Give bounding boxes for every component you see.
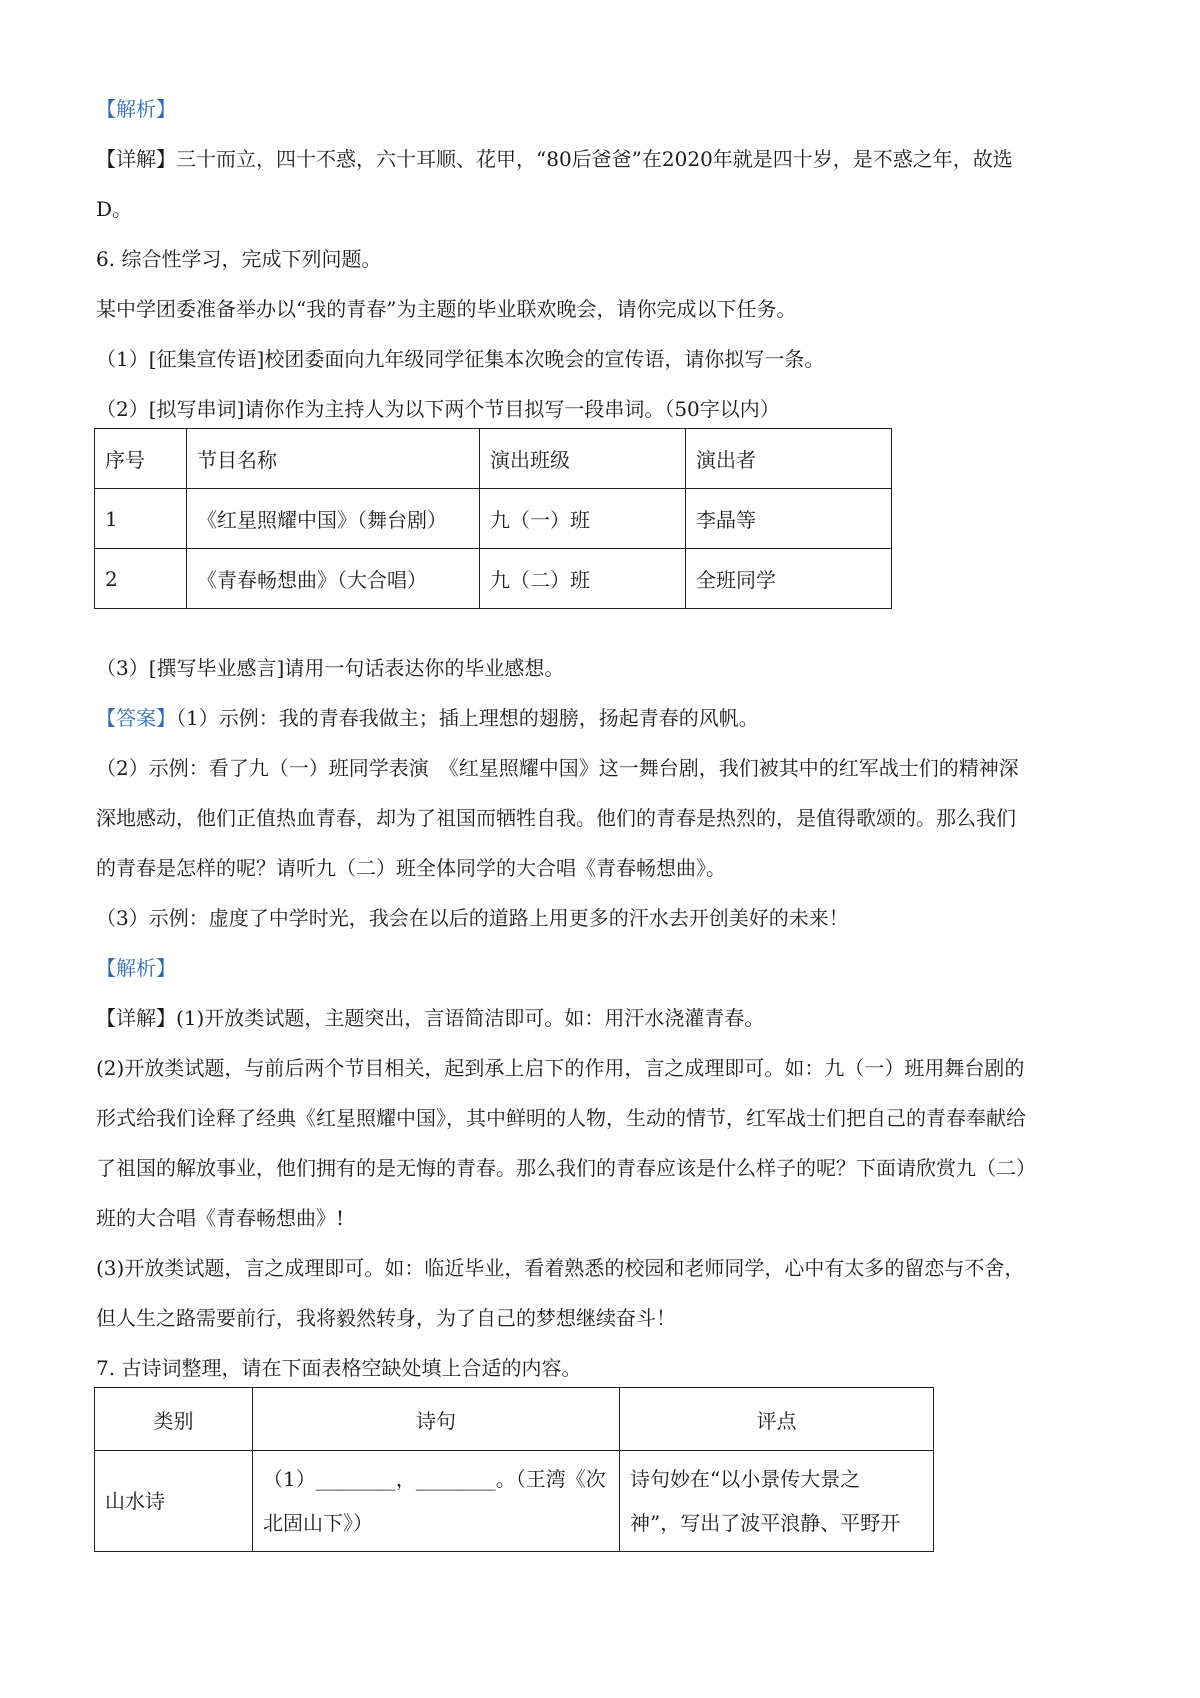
table-cell: 《红星照耀中国》（舞台剧） — [187, 489, 480, 549]
answer-line-3: （3）示例：虚度了中学时光，我会在以后的道路上用更多的汗水去开创美好的未来！ — [96, 906, 849, 930]
document-page — [96, 96, 1106, 1552]
comment-line: 诗句妙在“以小景传大景之 — [630, 1467, 861, 1491]
table-header-cell: 类别 — [95, 1388, 253, 1451]
poem-line: （1）________，________。（王湾《次 — [263, 1467, 606, 1491]
detail-line-3: (3)开放类试题，言之成理即可。如：临近毕业，看着熟悉的校园和老师同学，心中有太多的留恋与不舍， — [96, 1256, 1025, 1280]
answer-line-1 — [96, 705, 1106, 731]
table-row — [95, 489, 892, 549]
detail-line-1 — [96, 1005, 1106, 1031]
table-cell-comment — [620, 1451, 934, 1552]
table-header-cell: 演出者 — [686, 429, 892, 489]
table-cell: 全班同学 — [686, 549, 892, 609]
answer-label: 【答案】 — [96, 706, 176, 730]
detail-line — [96, 146, 1106, 172]
table-cell: 2 — [95, 549, 187, 609]
analysis-label: 【解析】 — [96, 956, 176, 980]
table-row — [95, 1451, 934, 1552]
detail-label: 【详解】 — [96, 1006, 176, 1030]
q6-title: 6. 综合性学习，完成下列问题。 — [96, 247, 382, 271]
table-header-row — [95, 1388, 934, 1451]
detail-line-3-cont: 但人生之路需要前行，我将毅然转身，为了自己的梦想继续奋斗！ — [96, 1306, 676, 1330]
detail-line-2-cont: 了祖国的解放事业，他们拥有的是无悔的青春。那么我们的青春应该是什么样子的呢？下面请欣赏九（二） — [96, 1156, 1036, 1180]
detail-line-2: (2)开放类试题，与前后两个节目相关，起到承上启下的作用，言之成理即可。如：九（一）班用舞台剧的 — [96, 1056, 1025, 1080]
q6-task1: （1）[征集宣传语]校团委面向九年级同学征集本次晚会的宣传语，请你拟写一条。 — [96, 347, 825, 371]
table-cell-poem — [253, 1451, 620, 1552]
poem-line: 北固山下》） — [263, 1511, 373, 1535]
table-cell: 《青春畅想曲》（大合唱） — [187, 549, 480, 609]
analysis-heading — [96, 96, 1106, 122]
table-cell: 李晶等 — [686, 489, 892, 549]
table-header-cell: 评点 — [620, 1388, 934, 1451]
table-cell: 九（二）班 — [480, 549, 686, 609]
answer-line-2: （2）示例：看了九（一）班同学表演 《红星照耀中国》这一舞台剧，我们被其中的红军战士们的精神深 — [96, 756, 1019, 780]
detail-text: 三十而立，四十不惑，六十耳顺、花甲，“80后爸爸”在2020年就是四十岁，是不惑之年，故选 — [176, 147, 1013, 171]
table-header-cell: 演出班级 — [480, 429, 686, 489]
answer-text: （1）示例：我的青春我做主；插上理想的翅膀，扬起青春的风帆。 — [176, 706, 759, 730]
q6-task3: （3）[撰写毕业感言]请用一句话表达你的毕业感想。 — [96, 656, 565, 680]
table-header-row — [95, 429, 892, 489]
table-cell-category: 山水诗 — [95, 1451, 253, 1552]
detail-line-2-cont: 形式给我们诠释了经典《红星照耀中国》，其中鲜明的人物，生动的情节，红军战士们把自己的青春奉献给 — [96, 1106, 1026, 1130]
comment-line: 神”，写出了波平浪静、平野开 — [630, 1511, 901, 1535]
detail-label: 【详解】 — [96, 147, 176, 171]
table-header-cell: 序号 — [95, 429, 187, 489]
detail-text: (1)开放类试题，主题突出，言语简洁即可。如：用汗水浇灌青春。 — [176, 1006, 765, 1030]
analysis-label: 【解析】 — [96, 97, 176, 121]
analysis-heading — [96, 955, 1106, 981]
detail-line-cont: D。 — [96, 197, 133, 221]
table-header-cell: 节目名称 — [187, 429, 480, 489]
poem-table — [94, 1387, 934, 1552]
detail-line-2-cont: 班的大合唱《青春畅想曲》! — [96, 1206, 345, 1230]
q7-title: 7. 古诗词整理，请在下面表格空缺处填上合适的内容。 — [96, 1356, 582, 1380]
table-row — [95, 549, 892, 609]
program-table — [94, 428, 892, 609]
table-header-cell: 诗句 — [253, 1388, 620, 1451]
table-cell: 九（一）班 — [480, 489, 686, 549]
q6-intro: 某中学团委准备举办以“我的青春”为主题的毕业联欢晚会，请你完成以下任务。 — [96, 297, 797, 321]
q6-task2: （2）[拟写串词]请你作为主持人为以下两个节目拟写一段串词。（50字以内） — [96, 397, 780, 421]
table-cell: 1 — [95, 489, 187, 549]
answer-line-2-cont: 深地感动，他们正值热血青春，却为了祖国而牺牲自我。他们的青春是热烈的，是值得歌颂的。那么我们 — [96, 806, 1016, 830]
answer-line-2-cont: 的青春是怎样的呢？请听九（二）班全体同学的大合唱《青春畅想曲》。 — [96, 856, 726, 880]
